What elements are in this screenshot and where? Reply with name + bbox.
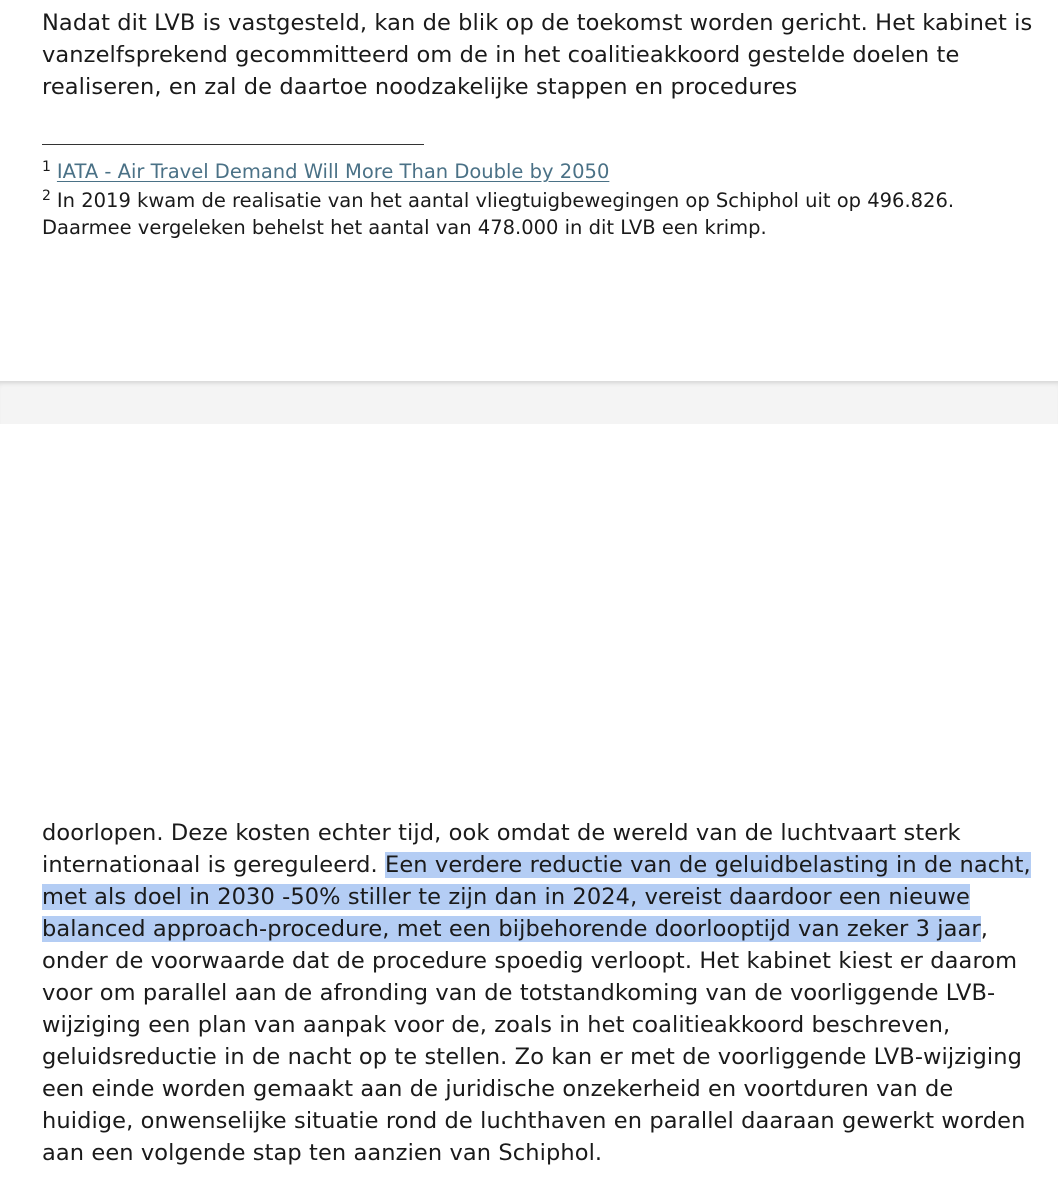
paragraph-bottom <box>42 817 1042 1169</box>
paragraph-bottom-end: , onder de voorwaarde dat de procedure spoedig verloopt. Het kabinet kiest er daarom voor om parallel aan de afronding van de totstandkoming van de voorliggende LVB-wijziging een plan van aanpak voor de, zoals in het coalitieakkoord beschreven, geluidsreductie in de nacht op te stellen. Zo kan er met de voorliggende LVB-wijziging een einde worden gemaakt aan de juridische onzekerheid en voortduren van de huidige, onwenselijke situatie rond de luchthaven en parallel daaraan gewerkt worden aan een volgende stap ten aanzien van Schiphol. <box>42 916 1026 1166</box>
page-break <box>0 381 1058 426</box>
footnote-1 <box>42 158 1042 185</box>
paragraph-top: Nadat dit LVB is vastgesteld, kan de blik op de toekomst worden gericht. Het kabinet is vanzelfsprekend gecommitteerd om de in het coalitieakkoord gestelde doelen te realiseren, en zal de daartoe noodzakelijke stappen en procedures <box>42 10 1033 100</box>
paragraph-bottom-start: doorlopen. Deze kosten echter tijd, ook omdat de wereld van de luchtvaart sterk internationaal is gereguleerd. <box>42 820 961 878</box>
footnotes <box>42 158 1042 241</box>
footnote-2 <box>42 187 1042 241</box>
footnote-2-text: In 2019 kwam de realisatie van het aantal vliegtuigbewegingen op Schiphol uit op 496.826. Daarmee vergeleken behelst het aantal van 478.000 in dit LVB een krimp. <box>42 189 955 239</box>
footnote-2-number: 2 <box>42 188 51 204</box>
footnote-1-number: 1 <box>42 159 51 175</box>
footnote-1-link[interactable]: IATA - Air Travel Demand Will More Than Double by 2050 <box>56 160 610 183</box>
footnote-separator <box>42 144 424 145</box>
highlighted-selection[interactable]: Een verdere reductie van de geluidbelasting in de nacht, met als doel in 2030 -50% stiller te zijn dan in 2024, vereist daardoor een nieuwe balanced approach-procedure, met een bijbehorende doorlooptijd van zeker 3 jaar <box>42 852 1031 942</box>
